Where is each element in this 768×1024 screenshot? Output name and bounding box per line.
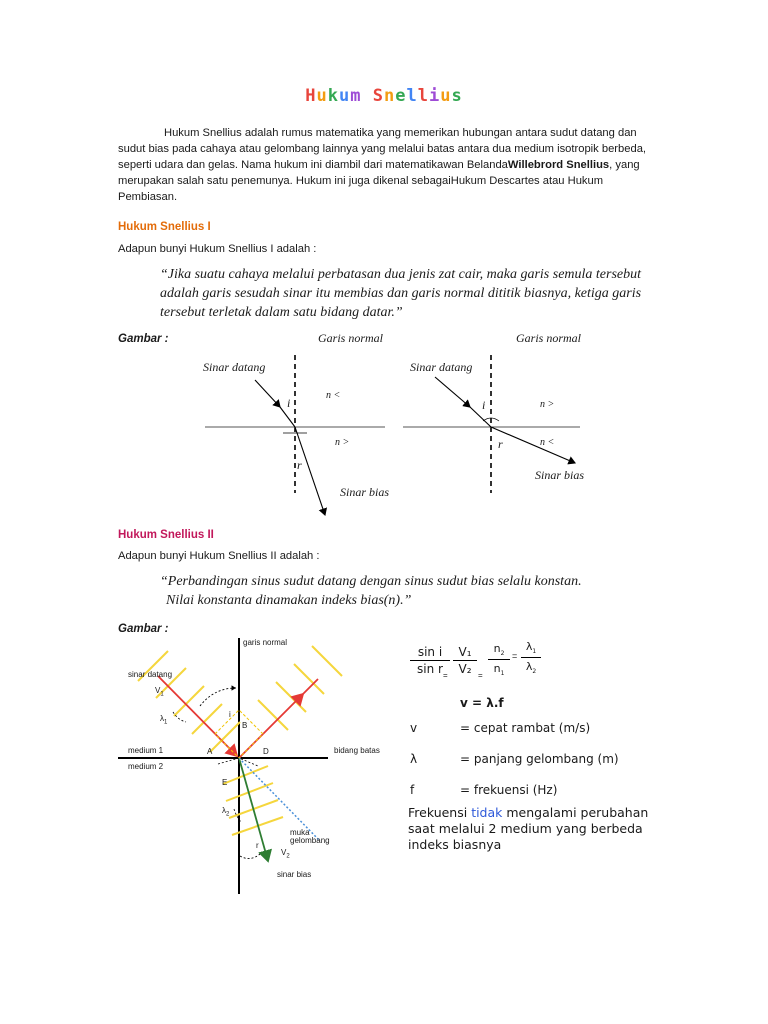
formula-v2: V₂ — [458, 662, 472, 676]
formula-eq-2: = — [478, 671, 483, 680]
intro-text-3: Hukum Descartes atau Hukum Pembiasan. — [118, 175, 604, 203]
d1-right-n-top: n > — [540, 399, 555, 410]
d2-muka: muka — [290, 828, 310, 837]
d1-left-garis-normal: Garis normal — [318, 331, 384, 345]
incident-ray-right — [435, 377, 470, 407]
d2-lambda1: $\lambda_1$ — [160, 714, 168, 726]
d2-r: r — [256, 841, 259, 850]
formula-eq-3: = — [512, 651, 518, 661]
formula-eq-1: = — [443, 671, 448, 680]
title-letter — [362, 86, 373, 106]
formula-v1: V₁ — [458, 645, 472, 659]
d2-A: A — [207, 747, 213, 756]
intro-text-1: Hukum Snellius adalah rumus matematika yang memerikan hubungan antara sudut datang dan sudut bias pada cahaya atau gelombang lainnya yang melalui batas antara dua medium isotropik berbeda, seperti udara dan gelas. Nama hukum ini diambil dari matematikawan Belanda — [118, 127, 647, 171]
section2-quote-2: Nilai konstanta dinamakan indeks bias(n).” — [166, 593, 412, 608]
d2-D: D — [263, 747, 269, 756]
d2-sinar-bias: sinar bias — [277, 870, 312, 879]
section2-gambar-label: Gambar : — [118, 623, 169, 635]
refracted-ray-right — [491, 427, 575, 463]
d1-right-n-bottom: n < — [540, 437, 555, 448]
d1-left-r: r — [297, 458, 302, 472]
note-highlight: tidak — [471, 805, 503, 820]
formula-l2: $\lambda_2$ — [525, 660, 537, 676]
section1-lead: Adapun bunyi Hukum Snellius I adalah : — [118, 243, 317, 255]
section1-heading: Hukum Snellius I — [118, 221, 211, 233]
d1-left-sinar-bias: Sinar bias — [340, 485, 390, 499]
d2-medium2: medium 2 — [128, 762, 164, 771]
frequency-note: Frekuensi tidak mengalami perubahan saat melalui 2 medium yang berbeda indeks biasnya — [408, 805, 649, 852]
d1-left-i: i — [287, 396, 291, 410]
d2-i: i — [229, 710, 231, 719]
d1-right-r: r — [498, 437, 503, 451]
title-letter: u — [440, 86, 452, 106]
title-letter: l — [417, 86, 429, 106]
definition-v: v = cepat rambat (m/s) — [410, 721, 591, 735]
section2-lead: Adapun bunyi Hukum Snellius II adalah : — [118, 550, 320, 562]
section2-heading: Hukum Snellius II — [118, 529, 214, 541]
section2-quote-1: “Perbandingan sinus sudut datang dengan sinus sudut bias selalu konstan. — [160, 574, 582, 589]
d2-lambda2: $\lambda_2$ — [222, 806, 230, 818]
title-letter: e — [395, 86, 407, 106]
formula-lambda-fraction — [521, 640, 541, 675]
formula-l1: $\lambda_1$ — [525, 640, 537, 656]
d2-v2: $V_2$ — [281, 848, 290, 860]
d1-right-sinar-bias: Sinar bias — [535, 468, 585, 482]
definition-lambda: λ = panjang gelombang (m) — [410, 752, 619, 766]
incident-ray-left — [255, 380, 280, 407]
formula-n-fraction — [488, 642, 510, 677]
d2-garis-normal: garis normal — [243, 638, 288, 647]
formula-v-fraction — [453, 645, 477, 676]
d2-medium1: medium 1 — [128, 746, 164, 755]
title-letter: m — [350, 86, 362, 106]
formula-sin-r: sin r — [417, 662, 443, 676]
d2-bidang-batas: bidang batas — [334, 746, 380, 755]
page-title — [0, 86, 768, 106]
formula-n1: $n_1$ — [493, 662, 505, 678]
title-letter: u — [316, 86, 328, 106]
snellius-1-diagram — [195, 325, 615, 525]
d2-v1: $V_1$ — [155, 686, 164, 698]
d1-right-garis-normal: Garis normal — [516, 331, 582, 345]
definition-f: f = frekuensi (Hz) — [410, 783, 558, 797]
title-letter: k — [327, 86, 339, 106]
d1-right-i: i — [482, 398, 486, 412]
title-letter: l — [406, 86, 418, 106]
d2-sinar-datang: sinar datang — [128, 670, 173, 679]
title-letter: n — [384, 86, 396, 106]
formula-v-lambda-f: v = λ.f — [460, 696, 504, 710]
intro-text-2: , yang merupakan salah satu penemunya. Hukum ini juga dikenal sebagai — [118, 159, 640, 187]
d1-left-n-bottom: n > — [335, 437, 350, 448]
d2-E: E — [222, 778, 228, 787]
title-letter: s — [451, 86, 463, 106]
d1-right-sinar-datang: Sinar datang — [410, 360, 473, 374]
formula-n2: $n_2$ — [493, 642, 505, 658]
section1-quote: “Jika suatu cahaya melalui perbatasan dua jenis zat cair, maka garis semula tersebut adalah garis sesudah sinar itu membias dan garis normal dititik biasnya, ketiga garis tersebut terletak dalam satu bidang datar.” — [160, 267, 642, 320]
title-letter: H — [305, 86, 317, 106]
title-letter: i — [429, 86, 441, 106]
formula-sin-i: sin i — [417, 645, 443, 659]
section1-gambar-label: Gambar : — [118, 333, 169, 345]
d2-gelombang: gelombang — [290, 836, 330, 845]
intro-paragraph — [118, 125, 658, 205]
title-letter: S — [372, 86, 384, 106]
d2-B: B — [242, 721, 248, 730]
reflected-ray — [239, 694, 303, 758]
intro-bold-name: Willebrord Snellius — [507, 159, 610, 171]
d1-left-n-top: n < — [326, 390, 341, 401]
title-letter: u — [339, 86, 351, 106]
d1-left-sinar-datang: Sinar datang — [203, 360, 266, 374]
